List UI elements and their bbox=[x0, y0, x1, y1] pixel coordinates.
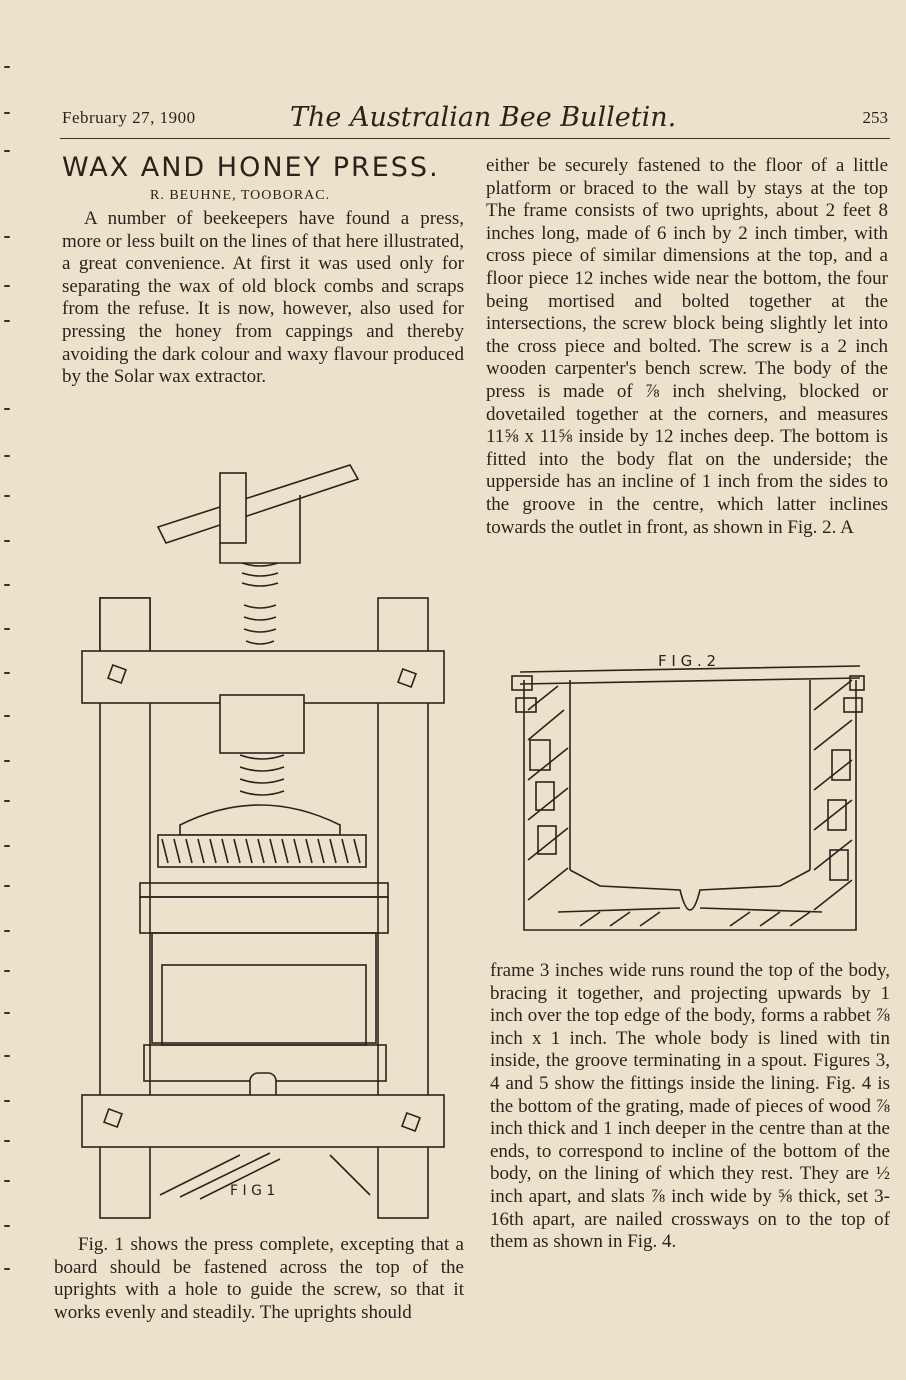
fig1-caption-text: Fig. 1 shows the press complete, excepting that a board should be fastened across the top of the uprights with a hole to guide the screw, so that it works evenly and steadily. The uprights should bbox=[54, 1234, 464, 1323]
figure-1-press-drawing bbox=[70, 455, 470, 1225]
article-byline: R. BEUHNE, TOOBORAC. bbox=[150, 188, 331, 203]
right-top-text: either be securely fastened to the floor of a little platform or braced to the wall by stays at the top The frame consists of two uprights, about 2 feet 8 inches long, made of 6 inch by 2 inch timber, with cross piece of similar dimensions at the top, and a floor piece 12 inches wide near the bottom, the four being mortised and bolted together at the intersections, the screw block being slightly let into the cross piece and bolted. The screw is a 2 inch wooden carpenter's bench screw. The body of the press is made of ⅞ inch shelving, blocked or dovetailed together at the corners, and measures 11⅝ x 11⅝ inside by 12 inches deep. The bottom is fitted into the body flat on the underside; the upperside has an incline of 1 inch from the sides to the groove in the centre, which latter inclines towards the outlet in front, as shown in Fig. 2. A bbox=[486, 155, 888, 538]
figure-1-label: F I G 1 bbox=[230, 1183, 276, 1199]
intro-paragraph bbox=[62, 208, 464, 389]
figure-2-body-section-drawing bbox=[510, 650, 870, 950]
page-number: 253 bbox=[862, 108, 888, 127]
publication-title: The Australian Bee Bulletin. bbox=[290, 102, 677, 133]
right-column-bottom bbox=[490, 960, 890, 1254]
article-title: WAX AND HONEY PRESS. bbox=[62, 152, 440, 183]
fig1-caption-paragraph bbox=[54, 1234, 464, 1324]
intro-text: A number of beekeepers have found a press, more or less built on the lines of that here illustrated, a great convenience. At first it was used only for separating the wax of old block combs and scraps from the refuse. It is now, however, also used for pressing the honey from cappings and thereby avoiding the dark colour and waxy flavour produced by the Solar wax extractor. bbox=[62, 208, 464, 388]
issue-date: February 27, 1900 bbox=[62, 108, 196, 127]
right-bottom-text: frame 3 inches wide runs round the top of the body, bracing it together, and projecting upwards by 1 inch over the top edge of the body, forms a rabbet ⅞ inch x 1 inch. The whole body is lined with tin inside, the groove terminating in a spout. Figures 3, 4 and 5 show the fittings inside the lining. Fig. 4 is the bottom of the grating, made of pieces of wood ⅞ inch thick and 1 inch deeper in the centre than at the ends, to correspond to incline of the bottom of the body, on the lining of which they rest. They are ½ inch apart, and slats ⅞ inch wide by ⅝ thick, set 3-16th apart, are nailed crossways on to the top of them as shown in Fig. 4. bbox=[490, 960, 890, 1253]
figure-2-label: F I G . 2 bbox=[658, 652, 717, 670]
right-column-top bbox=[486, 155, 888, 539]
running-header bbox=[62, 102, 890, 136]
header-rule bbox=[60, 138, 890, 139]
